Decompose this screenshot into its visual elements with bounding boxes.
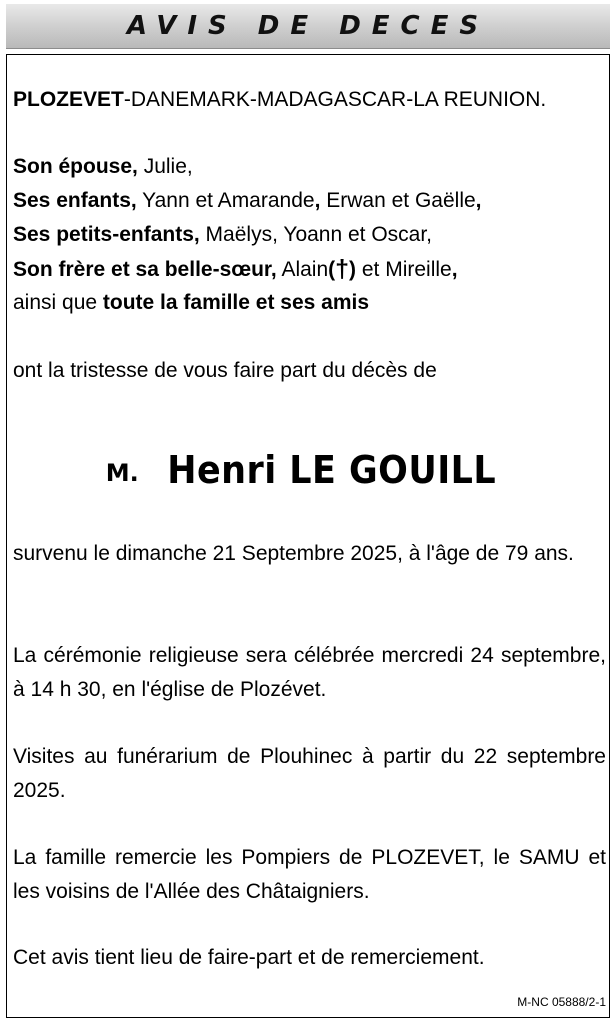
sibling-name-1: Alain (276, 258, 329, 281)
deceased-name-block (0, 448, 616, 492)
grandchildren-names: Maëlys, Yoann et Oscar, (199, 223, 433, 246)
grandchildren-label: Ses petits-enfants, (13, 223, 200, 246)
grandchildren-line (13, 218, 606, 252)
spouse-line (13, 150, 606, 184)
sibling-end: , (451, 258, 458, 281)
deceased-name: Henri LE GOUILL (167, 448, 496, 492)
children-names-1: Yann et Amarande (136, 189, 315, 212)
sibling-and: et Mireille (356, 258, 452, 281)
reference-code: M-NC 05888/2-1 (517, 995, 606, 1009)
places-rest: -DANEMARK-MADAGASCAR-LA REUNION. (123, 88, 547, 111)
places-bold: PLOZEVET (13, 88, 124, 111)
cross-close-paren: ) (349, 258, 357, 281)
sibling-line (13, 252, 606, 287)
thanks-paragraph: La famille remercie les Pompiers de PLOZEVET, le SAMU et les voisins de l'Allée des Châtaigniers. (13, 846, 606, 903)
children-separator: , (314, 189, 321, 212)
spouse-label: Son épouse, (13, 155, 138, 178)
children-line (13, 184, 606, 218)
children-label: Ses enfants, (13, 189, 137, 212)
spouse-names: Julie, (137, 155, 193, 178)
notice-header-banner (6, 4, 610, 49)
deceased-prefix: M. (105, 459, 139, 487)
others-bold: toute la famille et ses amis (102, 291, 370, 314)
children-names-2: Erwan et Gaëlle (320, 189, 476, 212)
places-line (13, 83, 606, 117)
notice-title: AVIS DE DECES (126, 11, 490, 41)
death-paragraph: survenu le dimanche 21 Septembre 2025, à l'âge de 79 ans. (13, 542, 574, 565)
cross-open-paren: ( (328, 258, 336, 281)
others-prefix: ainsi que (13, 291, 103, 314)
others-line (13, 286, 606, 320)
children-end: , (475, 189, 482, 212)
ceremony-paragraph: La cérémonie religieuse sera célébrée mercredi 24 septembre, à 14 h 30, en l'église de Plozévet. (13, 644, 606, 701)
sibling-label: Son frère et sa belle-sœur, (13, 258, 277, 281)
visits-paragraph: Visites au funérarium de Plouhinec à partir du 22 septembre 2025. (13, 745, 606, 802)
deceased-cross-icon: † (335, 255, 350, 283)
notice-paragraph: Cet avis tient lieu de faire-part et de remerciement. (13, 946, 485, 969)
announcement-line: ont la tristesse de vous faire part du décès de (13, 359, 437, 382)
